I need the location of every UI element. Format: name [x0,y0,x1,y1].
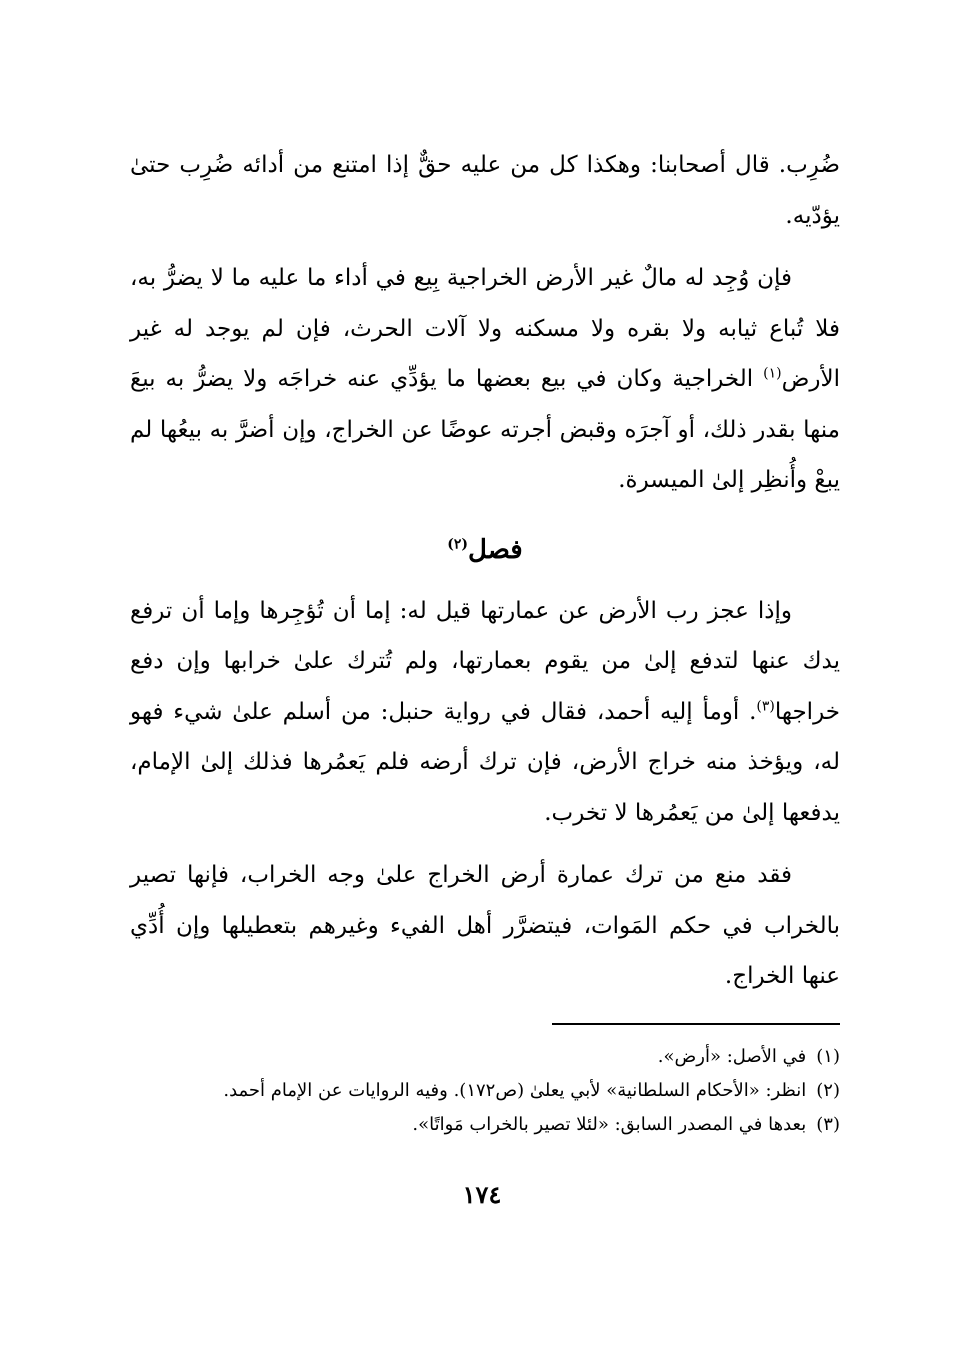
page-body [130,140,840,1002]
footnote-1-number: (١) [816,1046,840,1067]
footnote-3 [130,1108,840,1142]
footnote-ref-3[interactable]: (٣) [756,697,775,714]
paragraph-4 [130,850,840,1002]
footnote-2 [130,1074,840,1108]
footnote-1-text: في الأصل: «أرض». [657,1046,807,1067]
paragraph-1 [130,140,840,241]
paragraph-1-text: ضُرِب. قال أصحابنا: وهكذا كل من عليه حقٌّ إذا امتنع من أدائه ضُرِب حتىٰ يؤدّيه. [130,152,840,229]
footnote-divider [552,1023,840,1025]
section-heading [130,520,840,580]
paragraph-4-text: فقد منع من ترك عمارة أرض الخراج علىٰ وجه الخراب، فإنها تصير بالخراب في حكم المَوات، فيتضرَّر أهل الفيء وغيرهم بتعطيلها وإن أُدِّي عنها الخراج. [130,862,840,989]
footnote-2-text: انظر: «الأحكام السلطانية» لأبي يعلىٰ (ص١٧٢). وفيه الروايات عن الإمام أحمد. [223,1080,807,1101]
page-number: ١٧٤ [462,1180,502,1209]
footnote-1 [130,1040,840,1074]
paragraph-2 [130,253,840,506]
paragraph-3-text-b: . أومأ إليه أحمد، فقال في رواية حنبل: من أسلم علىٰ شيء فهو له، ويؤخذ منه خراج الأرض، فإن ترك أرضه فلم يَعمُرها فذلك إلىٰ الإمام، يدفعها إلىٰ من يَعمُرها لا تخرب. [130,698,840,826]
section-heading-title: فصل [468,534,523,565]
paragraph-2-text-b: الخراجية وكان في بيع بعضها ما يؤدِّي عنه خراجَه ولا يضرُّ به بيعَ منها بقدر ذلك، أو آجرَه وقبض أجرته عوضًا عن الخراج، وإن أضرَّ به بيعُها لم يبعْ وأُنظِر إلىٰ الميسرة. [130,366,840,493]
footnote-ref-2[interactable]: (٢) [447,535,469,552]
footnote-3-number: (٣) [816,1114,840,1135]
paragraph-3-text-a: وإذا عجز رب الأرض عن عمارتها قيل له: إما أن تُؤجِرها وإما أن ترفع يدك عنها لتدفع إلىٰ من يقوم بعمارتها، ولم تُترك علىٰ خرابها وإن دفع خراجها [130,597,840,725]
footnotes [130,1040,840,1142]
footnote-2-number: (٢) [816,1080,840,1101]
footnote-ref-1[interactable]: (١) [763,365,782,382]
paragraph-3 [130,586,840,839]
footnote-3-text: بعدها في المصدر السابق: «لئلا تصير بالخراب مَواتًا». [412,1114,807,1135]
paragraph-2-text-a: فإن وُجِد له مالٌ غير الأرض الخراجية بِيع في أداء ما عليه ما لا يضرُّ به، فلا تُباع ثيابه ولا بقره ولا مسكنه ولا آلات الحرث، فإن لم يوجد له غير الأرض [130,265,840,392]
